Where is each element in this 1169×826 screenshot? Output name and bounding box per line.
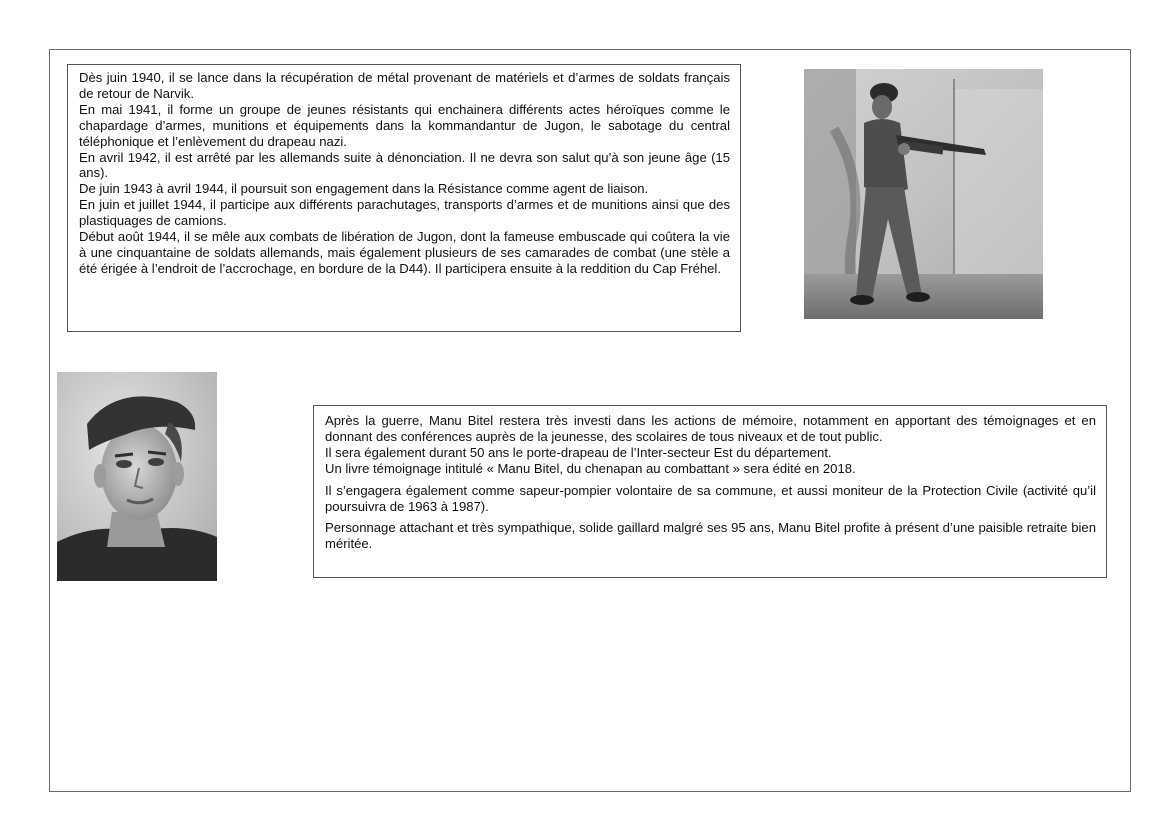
postwar-activities-box [313, 405, 1107, 578]
paragraph-liaison-agent: De juin 1943 à avril 1944, il poursuit son engagement dans la Résistance comme agent de liaison. [79, 181, 649, 197]
paragraph-firefighter: Il s’engagera également comme sapeur-pompier volontaire de sa commune, et aussi moniteur de la Protection Civile (activité qu’il poursuivra de 1963 à 1987). [325, 482, 1096, 514]
paragraph-parachute-drops: En juin et juillet 1944, il participe aux différents parachutages, transports d’armes et de munitions ainsi que des plastiquages de camions. [79, 197, 730, 229]
paragraph-arrest: En avril 1942, il est arrêté par les allemands suite à dénonciation. Il ne devra son salut qu’à son jeune âge (15 ans). [79, 149, 730, 181]
book-line: Un livre témoignage intitulé « Manu Bitel, du chenapan au combattant » sera édité en 2018. [325, 460, 856, 476]
memory-work-line: Après la guerre, Manu Bitel restera très investi dans les actions de mémoire, notamment en apportant des témoignages et en donnant des conférences auprès de la jeunesse, des scolaires de tous niveaux et de tout public. [325, 413, 1096, 444]
flag-bearer-line: Il sera également durant 50 ans le porte-drapeau de l’Inter-secteur Est du département. [325, 444, 832, 460]
soldier-with-rifle-photo [804, 69, 1043, 319]
portrait-photo [57, 372, 217, 581]
paragraph-jugon-liberation: Début août 1944, il se mêle aux combats de libération de Jugon, dont la fameuse embuscade qui coûtera la vie à une cinquantaine de soldats allemands, mais également plusieurs de ses camarades de combat (une stèle a été érigée à l’endroit de l’accrochage, en bordure de la D44). Il participera ensuite à la reddition du Cap Fréhel. [79, 229, 730, 276]
paragraph-memory-work [325, 413, 1096, 477]
paragraph-resistance-group: En mai 1941, il forme un groupe de jeunes résistants qui enchainera différents actes héroïques comme le chapardage d’armes, munitions et équipements dans la kommandantur de Jugon, le sabotage du central téléphonique et l’enlèvement du drapeau nazi. [79, 101, 730, 149]
paragraph-narvik: Dès juin 1940, il se lance dans la récupération de métal provenant de matériels et d’armes de soldats français de retour de Narvik. [79, 70, 730, 101]
wartime-activities-box [67, 64, 741, 332]
paragraph-retirement: Personnage attachant et très sympathique, solide gaillard malgré ses 95 ans, Manu Bitel profite à présent d’une paisible retraite bien méritée. [325, 520, 1096, 552]
